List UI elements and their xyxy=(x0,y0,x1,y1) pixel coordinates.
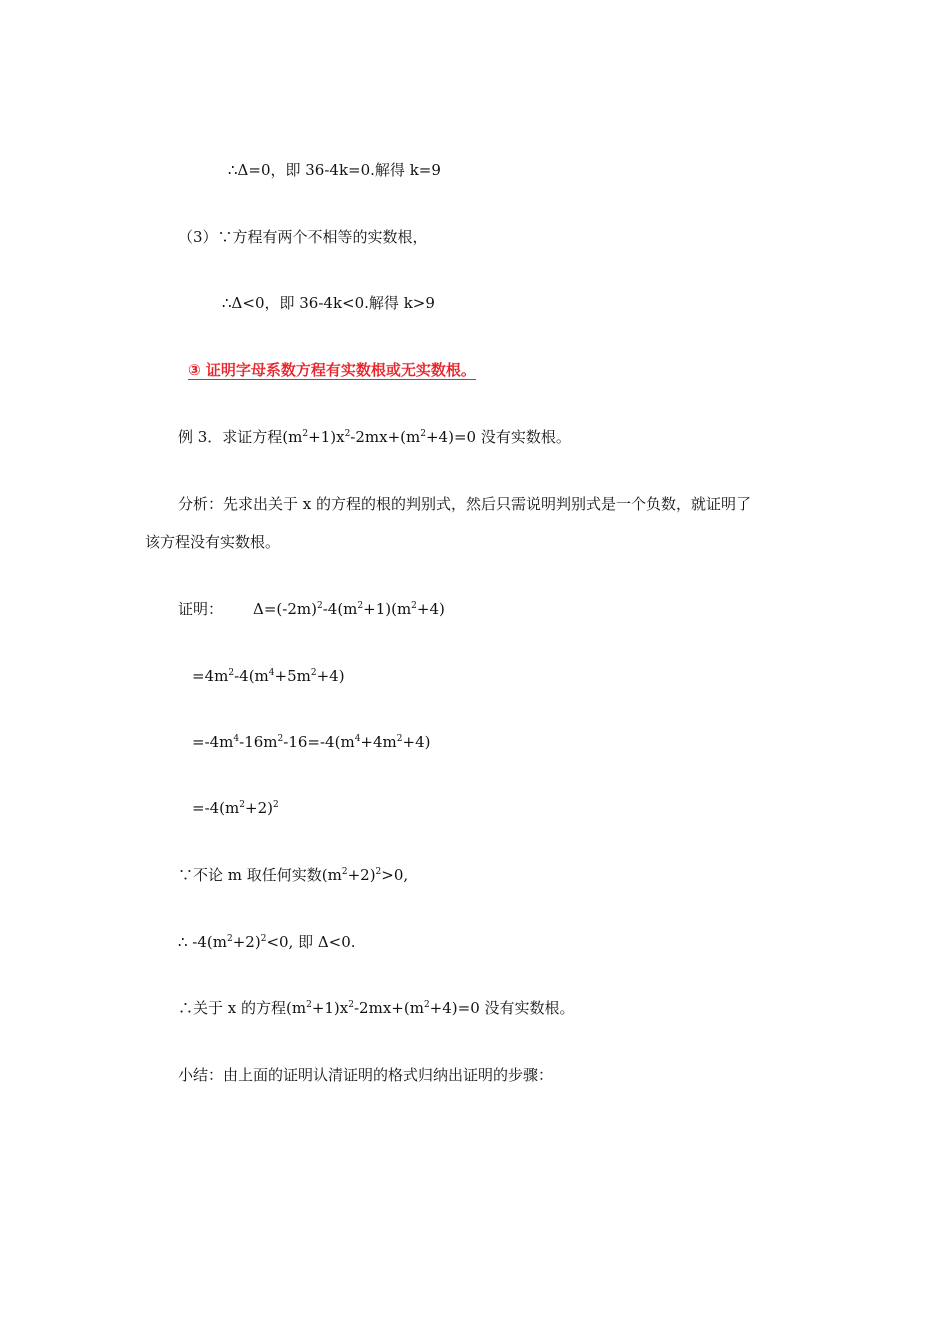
therefore-line-2: ∴关于 x 的方程$(m^2+1)x^2-2mx+(m^2+4)=0$ 没有实数根。 xyxy=(178,999,575,1017)
proof-step-2: $=4m^2-4(m^4+5m^2+4)$ xyxy=(192,667,345,685)
proof-line: 证明： $\Delta=(-2m)^2-4(m^2+1)(m^2+4)$ xyxy=(178,600,445,618)
section-heading: ③ 证明字母系数方程有实数根或无实数根。 xyxy=(188,361,476,379)
analysis-line-2: 该方程没有实数根。 xyxy=(145,533,281,551)
proof-step-4: $=-4(m^2+2)^2$ xyxy=(192,799,279,817)
therefore-line-1: ∴ $-4(m^2+2)^2<0$, 即 Δ<0. xyxy=(178,933,356,951)
example-3-line: 例 3．求证方程$(m^2+1)x^2-2mx+(m^2+4)=0$ 没有实数根。 xyxy=(178,428,571,446)
therefore-delta-zero-line: ∴Δ=0，即 36-4k=0.解得 k=9 xyxy=(228,161,441,179)
proof-step-3: $=-4m^4-16m^2-16=-4(m^4+4m^2+4)$ xyxy=(192,733,431,751)
summary-line: 小结：由上面的证明认清证明的格式归纳出证明的步骤： xyxy=(178,1066,554,1084)
analysis-line-1: 分析：先求出关于 x 的方程的根的判别式，然后只需说明判别式是一个负数，就证明了 xyxy=(178,495,751,513)
because-line: ∵不论 m 取任何实数$(m^2+2)^2>0$, xyxy=(178,866,409,884)
case-3-line: （3）∵方程有两个不相等的实数根， xyxy=(178,228,428,246)
therefore-delta-negative-line: ∴Δ<0，即 36-4k<0.解得 k>9 xyxy=(222,294,435,312)
